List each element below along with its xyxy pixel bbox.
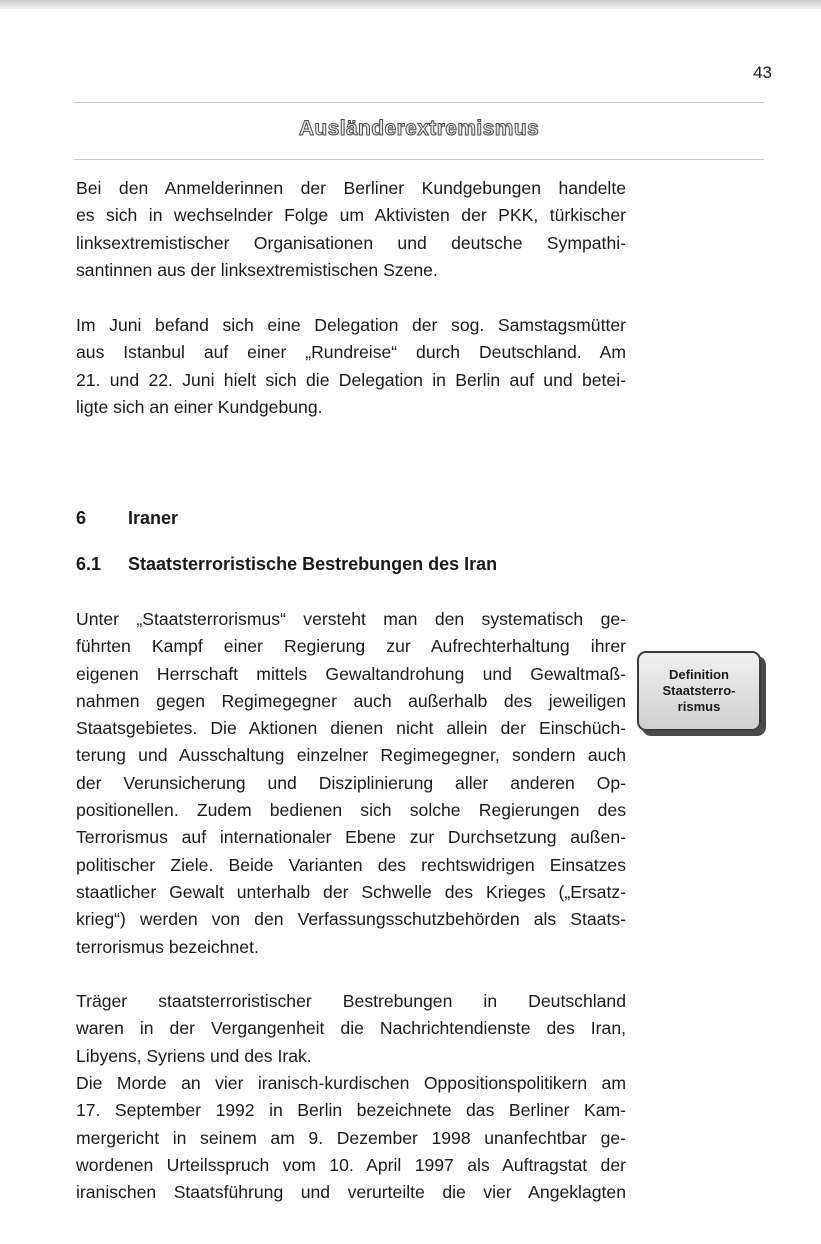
text-line: krieg“) werden von den Verfassungsschutzbehörden als Staats- (76, 909, 626, 930)
text-line: der Verunsicherung und Disziplinierung aller anderen Op- (76, 772, 626, 793)
text-line: terung und Ausschaltung einzelner Regimegegner, sondern auch (76, 745, 626, 766)
running-title: Ausländerextremismus (298, 117, 540, 140)
text-line: iranischen Staatsführung und verurteilte die vier Angeklagten (76, 1182, 626, 1203)
header-rule-bottom (74, 159, 764, 160)
text-line: 17. September 1992 in Berlin bezeichnete das Berliner Kam- (76, 1100, 626, 1121)
text-line: politischer Ziele. Beide Varianten des rechtswidrigen Einsatzes (76, 854, 626, 875)
text-line: positionellen. Zudem bedienen sich solche Regierungen des (76, 800, 626, 821)
text-line: nahmen gegen Regimegegner auch außerhalb des jeweiligen (76, 690, 626, 711)
section-heading-6-1 (76, 554, 497, 575)
text-line: santinnen aus der linksextremistischen Szene. (76, 259, 438, 280)
header-rule-top (74, 102, 764, 103)
text-line: ligte sich an einer Kundgebung. (76, 396, 323, 417)
text-line: Staatsgebietes. Die Aktionen dienen nicht allein der Einschüch- (76, 718, 626, 739)
section-number: 6 (76, 508, 87, 528)
margin-note-line: rismus (677, 699, 721, 714)
section-number: 6.1 (76, 554, 102, 574)
text-line: Im Juni befand sich eine Delegation der sog. Samstagsmütter (76, 315, 626, 335)
section-heading-6 (76, 508, 178, 529)
margin-note-line: Staatsterro- (662, 683, 736, 698)
text-line: linksextremistischer Organisationen und deutsche Sympathi- (76, 232, 626, 253)
text-line: Träger staatsterroristischer Bestrebungen in Deutschland (76, 991, 626, 1011)
page-top-edge (0, 0, 821, 9)
paragraph-traeger (76, 988, 626, 1070)
paragraph-staatsterrorismus-definition (76, 606, 626, 961)
text-line: mergericht in seinem am 9. Dezember 1998 unanfechtbar ge- (76, 1127, 626, 1148)
paragraph-samstagsmuetter (76, 312, 626, 421)
text-line: aus Istanbul auf einer „Rundreise“ durch Deutschland. Am (76, 342, 626, 363)
paragraph-mykonos-urteil (76, 1070, 626, 1206)
section-title: Iraner (128, 508, 179, 528)
text-line: terrorismus bezeichnet. (76, 936, 259, 957)
text-line: Bei den Anmelderinnen der Berliner Kundgebungen handelte (76, 178, 626, 198)
text-line: waren in der Vergangenheit die Nachrichtendienste des Iran, (76, 1018, 626, 1039)
text-line: führten Kampf einer Regierung zur Aufrechterhaltung ihrer (76, 636, 626, 657)
text-line: Unter „Staatsterrorismus“ versteht man den systematisch ge- (76, 609, 626, 629)
section-title: Staatsterroristische Bestrebungen des Iran (128, 554, 498, 574)
margin-note-definition (637, 651, 761, 731)
paragraph-kundgebungen (76, 175, 626, 284)
text-line: Libyens, Syriens und des Irak. (76, 1045, 312, 1066)
text-line: wordenen Urteilsspruch vom 10. April 1997 als Auftragstat der (76, 1154, 626, 1175)
text-line: eigenen Herrschaft mittels Gewaltandrohung und Gewaltmaß- (76, 663, 626, 684)
text-line: Terrorismus auf internationaler Ebene zur Durchsetzung außen- (76, 827, 626, 848)
page-number: 43 (753, 63, 772, 82)
text-line: Die Morde an vier iranisch-kurdischen Oppositionspolitikern am (76, 1073, 626, 1093)
text-line: es sich in wechselnder Folge um Aktivisten der PKK, türkischer (76, 205, 626, 226)
text-line: staatlicher Gewalt unterhalb der Schwelle des Krieges („Ersatz- (76, 881, 626, 902)
margin-note-line: Definition (669, 667, 729, 682)
text-line: 21. und 22. Juni hielt sich die Delegation in Berlin auf und betei- (76, 369, 626, 390)
